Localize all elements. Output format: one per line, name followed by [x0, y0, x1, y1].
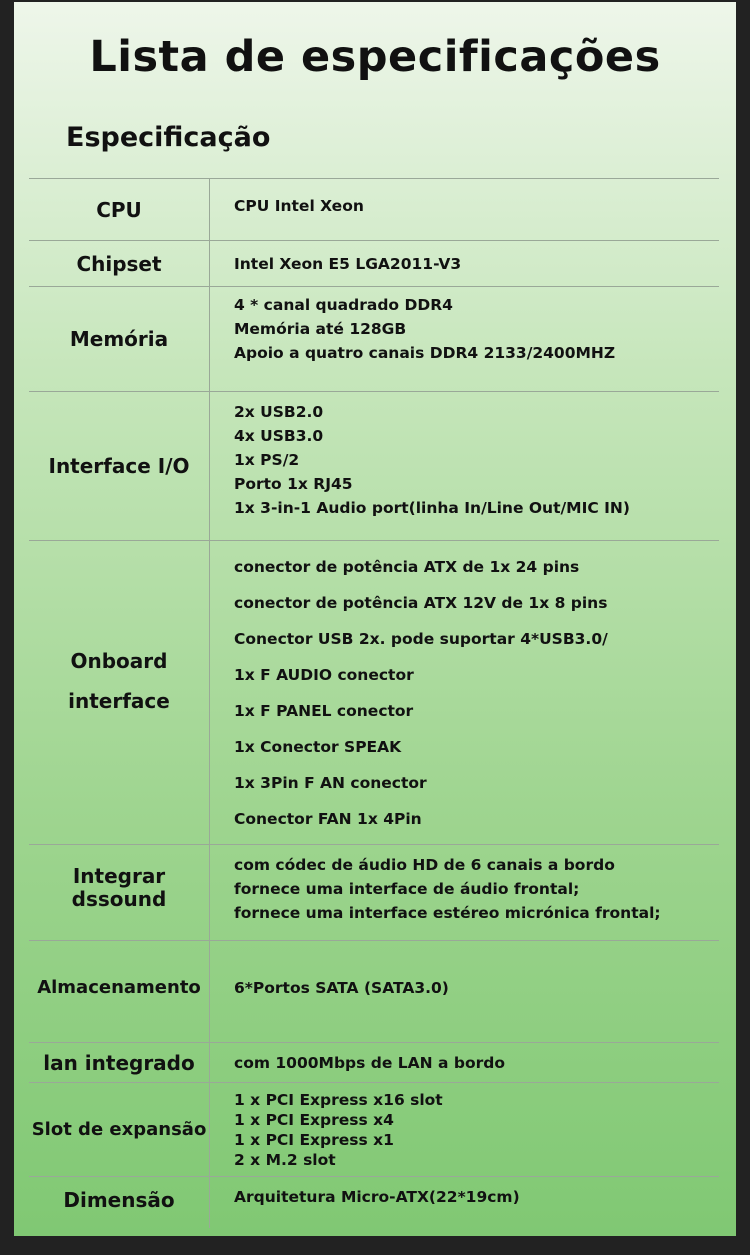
spec-label-chipset: Chipset	[29, 241, 210, 286]
spec-row-onboard	[29, 540, 719, 844]
spec-value-line: 1x 3Pin F AN conector	[234, 773, 427, 792]
spec-value-line: com 1000Mbps de LAN a bordo	[234, 1053, 505, 1072]
spec-value-line: Arquitetura Micro-ATX(22*19cm)	[234, 1187, 520, 1206]
spec-value-line: Conector FAN 1x 4Pin	[234, 809, 422, 828]
spec-row-sound	[29, 844, 719, 940]
spec-value-line: 1x PS/2	[234, 451, 300, 469]
spec-row-memory	[29, 286, 719, 391]
spec-label-line: Integrar	[72, 863, 166, 888]
spec-value-line: fornece uma interface estéreo micrónica frontal;	[234, 903, 661, 922]
spec-card	[14, 2, 736, 1236]
spec-label-cpu: CPU	[29, 179, 210, 240]
spec-value-line: Porto 1x RJ45	[234, 475, 353, 493]
spec-value-line: 2 x M.2 slot	[234, 1150, 336, 1169]
spec-value-line: 6*Portos SATA (SATA3.0)	[234, 978, 449, 997]
spec-value-line: Conector USB 2x. pode suportar 4*USB3.0/	[234, 629, 608, 648]
spec-value-line: 1x F PANEL conector	[234, 701, 414, 720]
spec-label-memory: Memória	[29, 287, 210, 391]
spec-label-line: dssound	[71, 886, 167, 911]
spec-value-line: 1x Conector SPEAK	[234, 737, 402, 756]
spec-value-line: Apoio a quatro canais DDR4 2133/2400MHZ	[234, 344, 616, 362]
spec-value-cpu	[210, 179, 719, 240]
spec-row-lan	[29, 1042, 719, 1082]
spec-value-line: 1x F AUDIO conector	[234, 665, 414, 684]
spec-row-cpu	[29, 178, 719, 240]
spec-value-memory	[210, 287, 719, 391]
spec-label-lan: lan integrado	[29, 1043, 210, 1082]
spec-value-line: 1 x PCI Express x1	[234, 1130, 394, 1149]
spec-label-storage: Almacenamento	[29, 941, 210, 1042]
spec-value-chipset	[210, 241, 719, 286]
spec-row-dimension	[29, 1176, 719, 1228]
spec-label-expansion: Slot de expansão	[29, 1083, 210, 1176]
spec-value-line: conector de potência ATX 12V de 1x 8 pins	[234, 593, 608, 612]
spec-label-line: interface	[68, 688, 170, 713]
spec-value-line: com códec de áudio HD de 6 canais a bordo	[234, 855, 615, 874]
spec-value-line: Intel Xeon E5 LGA2011-V3	[234, 254, 462, 273]
spec-value-line: 4 * canal quadrado DDR4	[234, 296, 453, 314]
spec-label-line: Onboard	[70, 648, 168, 673]
section-subtitle: Especificação	[66, 122, 271, 153]
spec-label-onboard	[29, 541, 210, 844]
spec-value-line: 1x 3-in-1 Audio port(linha In/Line Out/MIC IN)	[234, 499, 630, 517]
spec-value-line: Memória até 128GB	[234, 320, 407, 338]
spec-table	[29, 178, 719, 1228]
spec-value-onboard	[210, 541, 719, 844]
spec-value-expansion	[210, 1083, 719, 1176]
page-title: Lista de especificações	[89, 32, 661, 82]
spec-value-dimension	[210, 1177, 719, 1228]
spec-row-io	[29, 391, 719, 540]
spec-row-storage	[29, 940, 719, 1042]
spec-value-storage	[210, 941, 719, 1042]
spec-value-lan	[210, 1043, 719, 1082]
spec-value-line: conector de potência ATX de 1x 24 pins	[234, 557, 580, 576]
spec-value-line: 2x USB2.0	[234, 403, 324, 421]
spec-label-sound	[29, 845, 210, 940]
spec-row-expansion	[29, 1082, 719, 1176]
spec-value-io	[210, 392, 719, 540]
spec-value-line: 4x USB3.0	[234, 427, 324, 445]
spec-value-line: CPU Intel Xeon	[234, 196, 364, 215]
spec-value-line: 1 x PCI Express x4	[234, 1110, 394, 1129]
spec-value-line: 1 x PCI Express x16 slot	[234, 1090, 443, 1109]
spec-label-dimension: Dimensão	[29, 1177, 210, 1228]
spec-label-io: Interface I/O	[29, 392, 210, 540]
spec-row-chipset	[29, 240, 719, 286]
spec-value-line: fornece uma interface de áudio frontal;	[234, 879, 580, 898]
spec-value-sound	[210, 845, 719, 940]
